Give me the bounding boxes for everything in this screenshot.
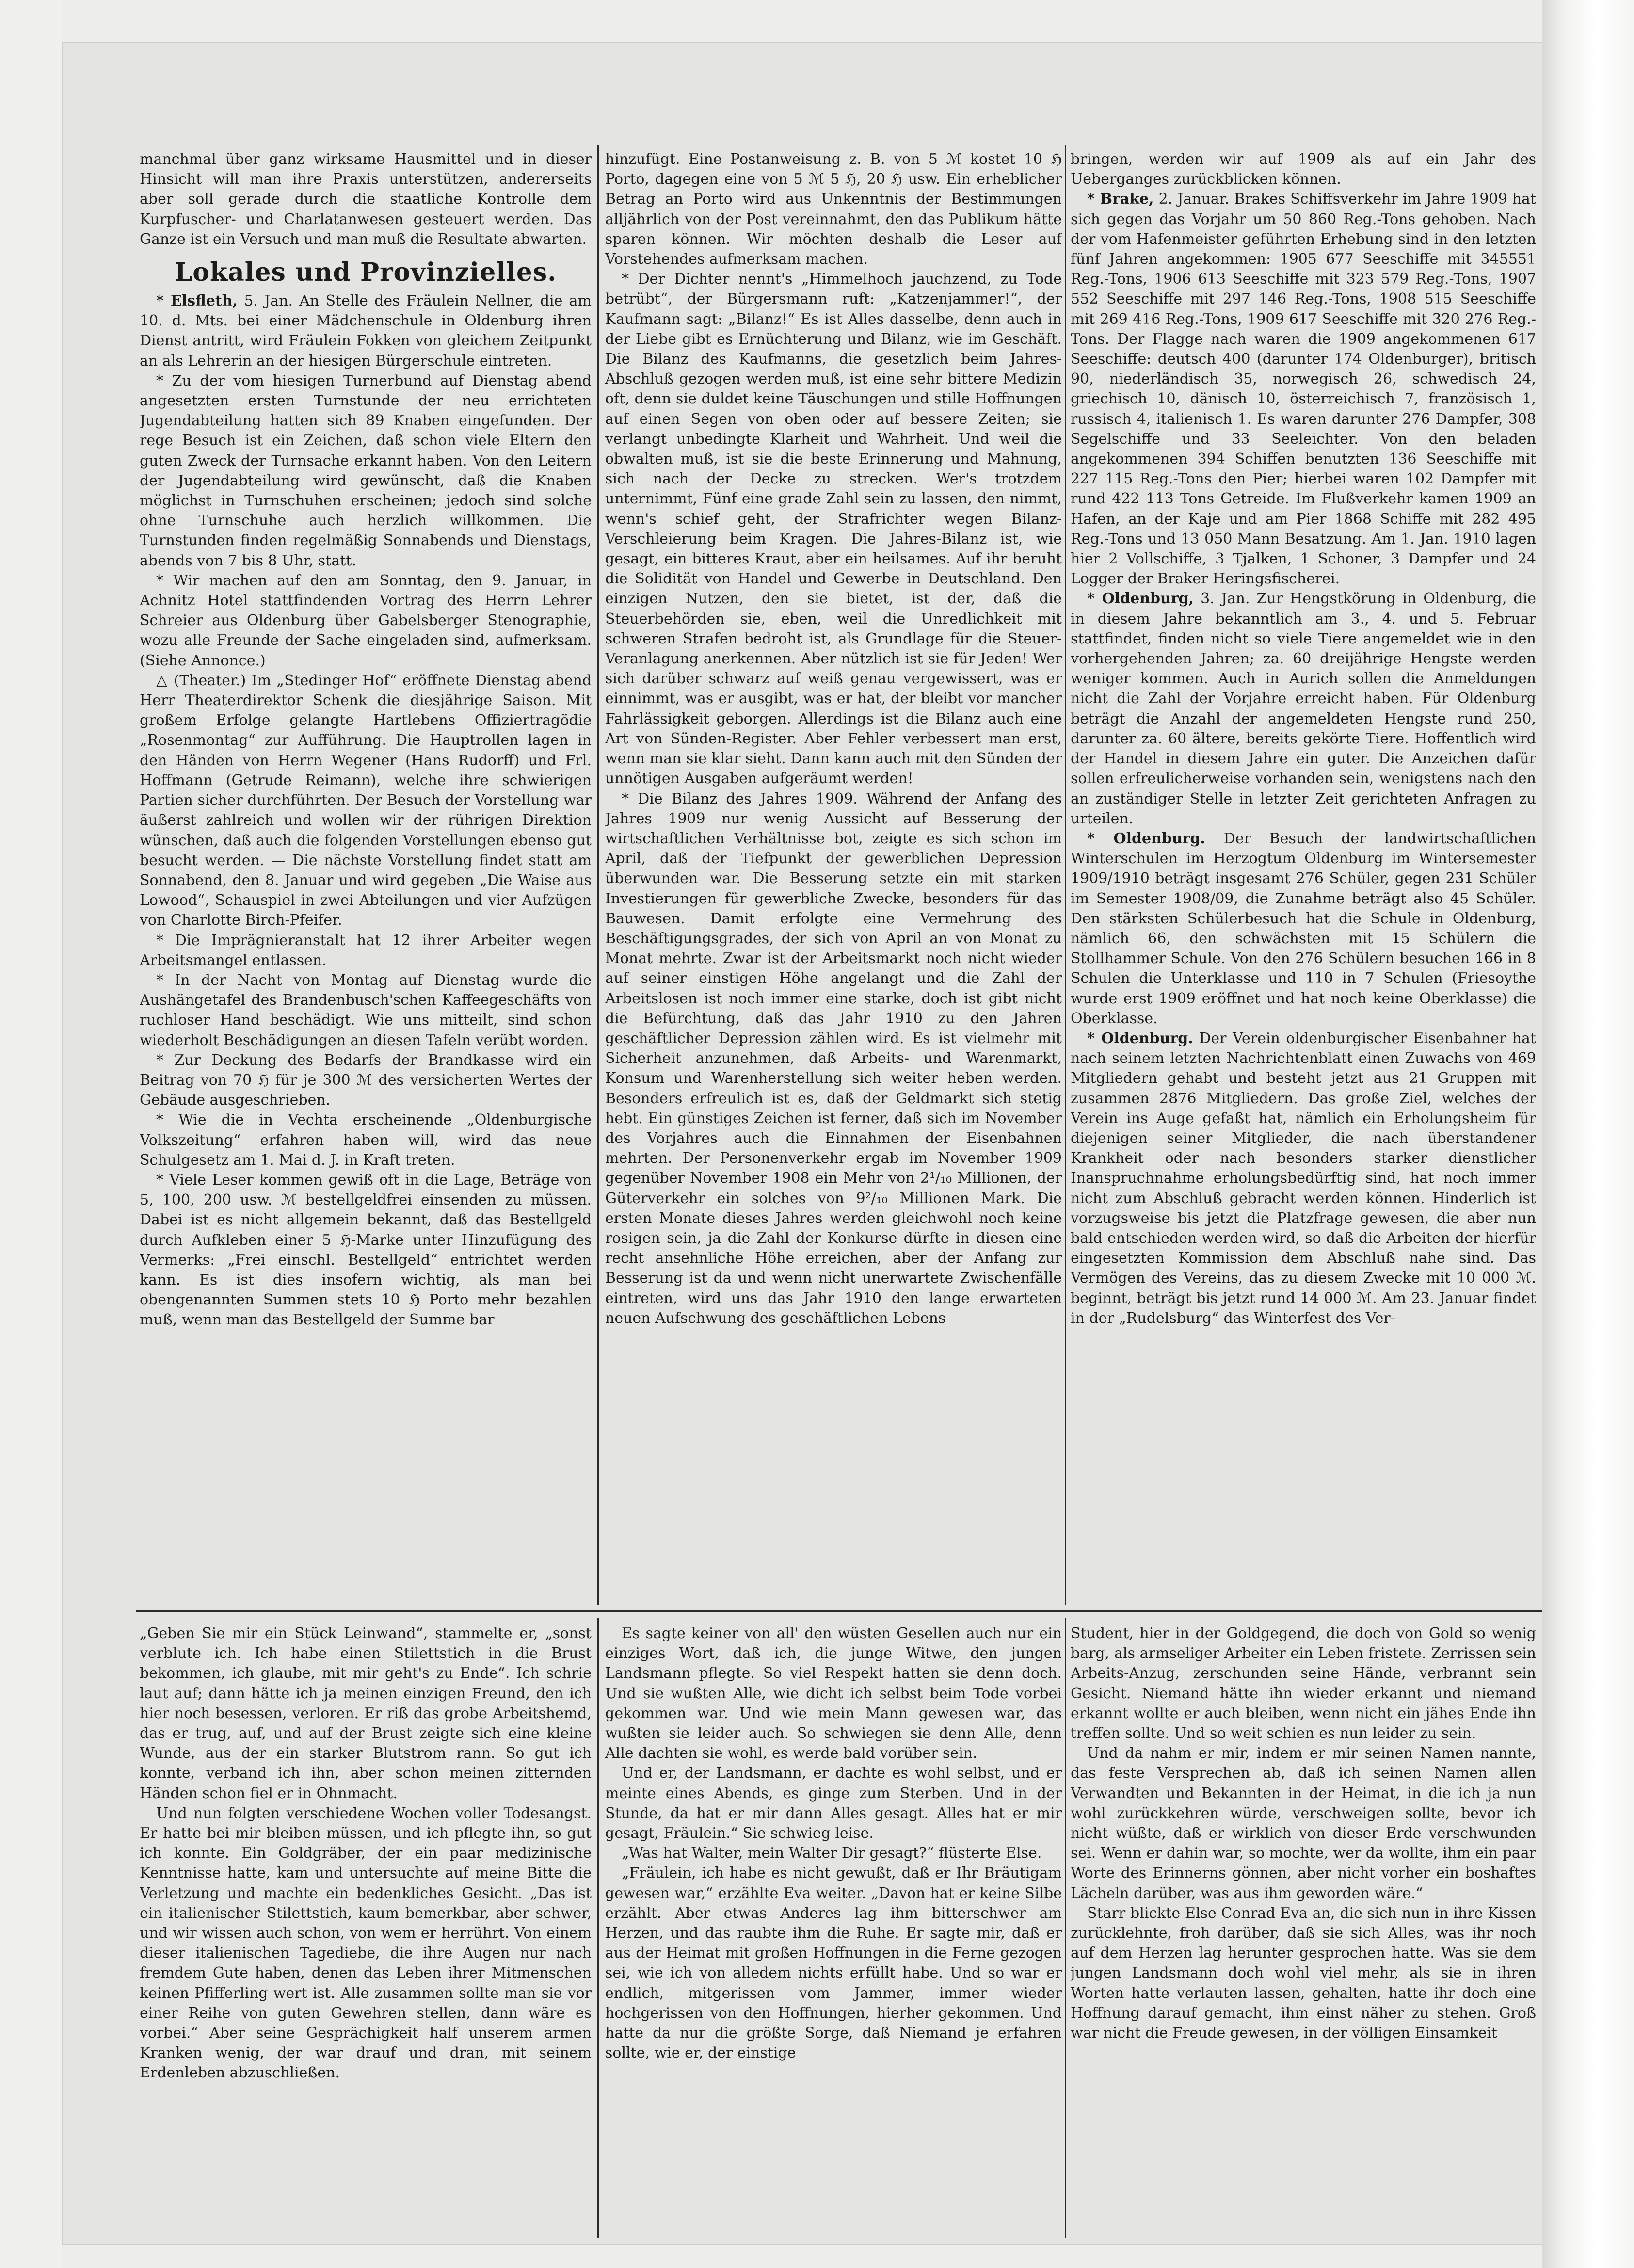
paragraph-text: „Was hat Walter, mein Walter Dir gesagt?“ flüsterte Else. [622, 1845, 1042, 1862]
dateline: * Oldenburg, [1087, 590, 1194, 608]
article-paragraph [140, 970, 592, 1050]
paragraph-text: * Die Bilanz des Jahres 1909. Während der Anfang des Jahres 1909 nur wenig Aussicht auf Besserung der wirtschaftlichen Verhältnisse bot, zeigte es sich schon im April, daß der Tiefpunkt der gewerblichen Depression überwunden war. Die Besserung setzte ein mit starken Investierungen für gewerbliche Zwecke, besonders für das Bauwesen. Damit erfolgte eine Vermehrung des Beschäftigungsgrades, der sich von April an von Monat zu Monat mehrte. Zwar ist der Arbeitsmarkt noch nicht wieder auf seiner einstigen Höhe angelangt und die Zahl der Arbeitslosen ist noch immer eine starke, doch ist gibt nicht die Befürchtung, daß das Jahr 1910 zu den Jahren geschäftlicher Depression zählen wird. Es ist vielmehr mit Sicherheit anzunehmen, daß Arbeits- und Warenmarkt, Konsum und Warenherstellung sich weiter heben werden. Besonders erfreulich ist es, daß der Geldmarkt sich stetig hebt. Ein günstiges Zeichen ist ferner, daß sich im November des Vorjahres auch die Einnahmen der Eisenbahnen mehrten. Der Personenverkehr ergab im November 1909 gegenüber November 1908 ein Mehr von 2¹/₁₀ Millionen, der Güterverkehr ein solches von 9²/₁₀ Millionen Mark. Die ersten Monate dieses Jahres werden gleichwohl noch keine rosigen sein, ja die Zahl der Konkurse dürfte in diesen eine recht ansehnliche Höhe erreichen, aber der Anfang zur Besserung ist da und wenn nicht unerwartete Zwischenfälle eintreten, wird uns das Jahr 1910 den lange erwarteten neuen Aufschwung des geschäftlichen Lebens [605, 790, 1062, 1327]
article-paragraph [605, 789, 1062, 1328]
column-divider [1065, 145, 1066, 1605]
paragraph-text: * Wie die in Vechta erscheinende „Oldenburgische Volkszeitung“ erfahren haben will, wird das neue Schulgesetz am 1. Mai d. J. in Kraft treten. [140, 1111, 592, 1169]
dateline: * Oldenburg. [1087, 830, 1205, 847]
article-paragraph [1071, 1029, 1536, 1328]
paragraph-text: hinzufügt. Eine Postanweisung z. B. von 5 ℳ kostet 10 ℌ Porto, dagegen eine von 5 ℳ 5 ℌ, 20 ℌ usw. Ein erheblicher Betrag an Porto wird aus Unkenntnis der Bestimmungen alljährlich von der Post vereinnahmt, den das Publikum hätte sparen können. Wir möchten deshalb die Leser auf Vorstehendes aufmerksam machen. [605, 151, 1062, 268]
article-paragraph [605, 1624, 1062, 1763]
feuilleton-column-2 [605, 1624, 1062, 2230]
paragraph-text: Student, hier in der Goldgegend, die doch von Gold so wenig barg, als armseliger Arbeiter ein Leben fristete. Zerrissen sein Arbeits-Anzug, zerschunden seine Hände, verbrannt sein Gesicht. Niemand hätte ihn wieder erkannt und niemand erkannt wollte er auch bleiben, wenn nicht ein jähes Ende ihn treffen sollte. Und so weit schien es nun leider zu sein. [1071, 1625, 1536, 1742]
paragraph-text: Der Verein oldenburgischer Eisenbahner hat nach seinem letzten Nachrichtenblatt einen Zuwachs von 469 Mitgliedern gehabt und besteht jetzt aus 21 Gruppen mit zusammen 2876 Mitgliedern. Das große Ziel, welches der Verein ins Auge gefaßt hat, nämlich ein Erholungsheim für diejenigen seiner Mitglieder, die nach überstandener Krankheit oder nach besonders starker dienstlicher Inanspruchnahme erholungsbedürftig sind, hat noch immer nicht zum Abschluß gebracht werden können. Hinderlich ist vorzugsweise bis jetzt die Platzfrage gewesen, die aber nun bald entschieden werden wird, so daß die Arbeiten der hierfür eingesetzten Kommission dem Abschluß nahe sind. Das Vermögen des Vereins, das zu diesem Zwecke mit 10 000 ℳ. beginnt, beträgt bis jetzt rund 14 000 ℳ. Am 23. Januar findet in der „Rudelsburg“ das Winterfest des Ver- [1071, 1029, 1536, 1327]
dateline: * Brake, [1087, 191, 1154, 208]
article-paragraph [140, 571, 592, 671]
paragraph-text: Und da nahm er mir, indem er mir seinen Namen nannte, das feste Versprechen ab, daß ich seinen Namen allen Verwandten und Bekannten in der Heimat, in die ich ja nun wohl zurückkehren würde, verschweigen sollte, bevor ich nicht wüßte, daß er wirklich von dieser Erde verschwunden sei. Wenn er dahin war, so mochte, wer da wollte, ihm ein paar Worte des Erinnerns gönnen, aber nicht vorher ein boshaftes Lächeln darüber, was aus ihm geworden wäre.“ [1071, 1745, 1536, 1902]
next-page-edge [1542, 0, 1634, 2268]
dateline: * Oldenburg. [1087, 1029, 1193, 1047]
column-divider [597, 145, 599, 1605]
paragraph-text: Es sagte keiner von all' den wüsten Gesellen auch nur ein einziges Wort, daß ich, die junge Witwe, den jungen Landsmann pflegte. So viel Respekt hatten sie denn doch. Und sie wußten Alle, wie dicht ich selbst beim Tode vorbei gekommen war. Und wie mein Mann gewesen war, das wußten sie leider auch. So schwiegen sie denn Alle, denn Alle dachten sie wohl, es werde bald vorüber sein. [605, 1625, 1062, 1762]
paragraph-text: * Zu der vom hiesigen Turnerbund auf Dienstag abend angesetzten ersten Turnstunde der neu errichteten Jugendabteilung hatten sich 89 Knaben eingefunden. Der rege Besuch ist ein Zeichen, daß schon viele Eltern den guten Zweck der Turnsache erkannt haben. Von den Leitern der Jugendabteilung wird gewünscht, daß die Knaben möglichst in Turnschuhen erscheinen; jedoch sind solche ohne Turnschuhe auch herzlich willkommen. Die Turnstunden finden regelmäßig Sonnabends und Dienstags, abends von 7 bis 8 Uhr, statt. [140, 372, 592, 569]
article-paragraph [605, 1863, 1062, 2063]
article-paragraph [140, 671, 592, 931]
article-paragraph [140, 291, 592, 371]
paragraph-text: Der Besuch der landwirtschaftlichen Winterschulen im Herzogtum Oldenburg im Wintersemester 1909/1910 beträgt insgesamt 276 Schüler, gegen 231 Schüler im Semester 1908/09, die Zunahme beträgt also 45 Schüler. Den stärksten Schülerbesuch hat die Schule in Oldenburg, nämlich 66, den schwächsten mit 15 Schülern die Stollhammer Schule. Von den 276 Schülern besuchen 166 in 8 Schulen die Unterklasse und 110 in 7 Schulen (Friesoythe wurde erst 1909 eröffnet und hat noch keine Oberklasse) die Oberklasse. [1071, 830, 1536, 1027]
top-column-3 [1071, 149, 1536, 1599]
article-paragraph [1071, 1903, 1536, 2043]
column-divider [597, 1618, 599, 2238]
paragraph-text: 5. Jan. An Stelle des Fräulein Nellner, die am 10. d. Mts. bei einer Mädchenschule in Oldenburg ihren Dienst antritt, wird Fräulein Fokken von gleichem Zeitpunkt an als Lehrerin an der hiesigen Bürgerschule eintreten. [140, 292, 592, 370]
article-paragraph [140, 1170, 592, 1330]
paragraph-text: 3. Jan. Zur Hengstkörung in Oldenburg, die in diesem Jahre bekanntlich am 3., 4. und 5. Februar stattfindet, finden nicht so viele Tiere angemeldet wie in den vorhergehenden Jahren; za. 60 dreijährige Hengste werden weniger kommen. Auch in Aurich sollen die Anmeldungen nicht die Zahl der Vorjahre erreicht haben. Für Oldenburg beträgt die Anzahl der angemeldeten Hengste rund 250, darunter za. 60 ältere, bereits gekörte Tiere. Hoffentlich wird der Handel in diesem Jahre ein guter. Die Anzeichen dafür sollen erfreulicherweise vorhanden sein, wenigstens nach den an zuständiger Stelle in letzter Zeit gerichteten Anfragen zu urteilen. [1071, 590, 1536, 827]
article-paragraph [1071, 829, 1536, 1029]
article-paragraph [605, 149, 1062, 269]
paragraph-text: * Die Imprägnieranstalt hat 12 ihrer Arbeiter wegen Arbeitsmangel entlassen. [140, 932, 592, 969]
feuilleton-column-3 [1071, 1624, 1536, 2230]
dateline: * Elsfleth, [156, 292, 238, 310]
paragraph-text: „Geben Sie mir ein Stück Leinwand“, stammelte er, „sonst verblute ich. Ich habe einen Stilettstich in die Brust bekommen, ich glaube, mit mir geht's zu Ende“. Ich schrie laut auf; dann hätte ich ja meinen einzigen Freund, den ich hier noch besessen, verloren. Er riß das grobe Arbeitshemd, das er trug, auf, und auf der Brust zeigte sich eine kleine Wunde, aus der ein starker Blutstrom rann. So gut ich konnte, verband ich ihn, aber schon meinen zitternden Händen schon fiel er in Ohnmacht. [140, 1625, 592, 1802]
top-column-2 [605, 149, 1062, 1599]
section-title: Lokales und Provinzielles. [174, 257, 557, 288]
article-paragraph [140, 1050, 592, 1110]
paragraph-text: manchmal über ganz wirksame Hausmittel und in dieser Hinsicht will man ihre Praxis unterstützen, andererseits aber soll gerade durch die staatliche Kontrolle dem Kurpfuscher- und Charlatanwesen gesteuert werden. Das Ganze ist ein Versuch und man muß die Resultate abwarten. [140, 151, 592, 248]
paragraph-text: * Der Dichter nennt's „Himmelhoch jauchzend, zu Tode betrübt“, der Bürgersmann ruft: „Katzenjammer!“, der Kaufmann sagt: „Bilanz!“ Es ist Alles dasselbe, denn auch in der Liebe gibt es Ernüchterung und Bilanz, wie im Geschäft. Die Bilanz des Kaufmanns, die gesetzlich beim Jahres-Abschluß gezogen werden muß, ist eine sehr bittere Medizin oft, denn sie duldet keine Täuschungen und stille Hoffnungen auf einen Segen von oben oder auf bessere Zeiten; sie verlangt unbedingte Klarheit und Wahrheit. Und weil die obwalten muß, ist sie die beste Erinnerung und Mahnung, sich nach der Decke zu strecken. Wer's trotzdem unternimmt, Fünf eine grade Zahl sein zu lassen, den nimmt, wenn's schief geht, der Strafrichter wegen Bilanz-Verschleierung beim Kragen. Die Jahres-Bilanz ist, wie gesagt, ein bitteres Kraut, aber ein heilsames. Auf ihr beruht die Solidität von Handel und Gewerbe in Deutschland. Den einzigen Nutzen, den sie bietet, ist der, daß die Steuerbehörden sie, eben, weil die Unredlichkeit mit schweren Strafen bedroht ist, als Grundlage für die Steuer-Veranlagung anerkennen. Aber nützlich ist sie für Jeden! Wer sich darüber schwarz auf weiß genau vergewissert, was er einnimmt, was er ausgibt, was er hat, der bleibt vor mancher Fahrlässigkeit geborgen. Allerdings ist die Bilanz auch eine Art von Sünden-Register. Aber Fehler verbessert man erst, wenn man sie klar sieht. Dann kann auch mit den Sünden der unnötigen Ausgaben aufgeräumt werden! [605, 271, 1062, 788]
paragraph-text: △ (Theater.) Im „Stedinger Hof“ eröffnete Dienstag abend Herr Theaterdirektor Schenk die diesjährige Saison. Mit großem Erfolge gelangte Hartlebens Offiziertragödie „Rosenmontag“ zur Aufführung. Die Hauptrollen lagen in den Händen von Herrn Wegener (Hans Rudorff) und Frl. Hoffmann (Getrude Reimann), welche ihre schwierigen Partien sicher durchführten. Der Besuch der Vorstellung war äußerst zahlreich und wollen wir der rührigen Direktion wünschen, daß auch die folgenden Vorstellungen ebenso gut besucht werden. — Die nächste Vorstellung findet statt am Sonnabend, den 8. Januar und wird gegeben „Die Waise aus Lowood“, Schauspiel in zwei Abteilungen und vier Aufzügen von Charlotte Birch-Pfeifer. [140, 672, 592, 929]
article-paragraph [605, 1763, 1062, 1843]
feuilleton-divider [136, 1610, 1542, 1612]
paragraph-text: * Wir machen auf den am Sonntag, den 9. Januar, in Achnitz Hotel stattfindenden Vortrag des Herrn Lehrer Schreier aus Oldenburg über Gabelsberger Stenographie, wozu alle Freunde der Sache eingeladen sind, aufmerksam. (Siehe Annonce.) [140, 572, 592, 669]
article-paragraph [140, 1110, 592, 1170]
paragraph-text: bringen, werden wir auf 1909 als auf ein Jahr des Ueberganges zurückblicken können. [1071, 151, 1536, 188]
article-paragraph [1071, 589, 1536, 828]
column-divider [1065, 1618, 1066, 2238]
paragraph-text: * In der Nacht von Montag auf Dienstag wurde die Aushängetafel des Brandenbusch'schen Kaffeegeschäfts von ruchloser Hand beschädigt. Wie uns mitteilt, sind schon wiederholt Beschädigungen an diesen Tafeln verübt worden. [140, 971, 592, 1049]
paragraph-text: Starr blickte Else Conrad Eva an, die sich nun in ihre Kissen zurücklehnte, froh darüber, daß sie sich Alles, was ihr noch auf dem Herzen lag herunter gesprochen hatte. Was sie dem jungen Landsmann doch wohl viel mehr, als sie in ihren Worten hatte verlauten lassen, gehalten, hatte ihr doch eine Hoffnung darauf gemacht, ihm einst näher zu stehen. Groß war nicht die Freude gewesen, in der völligen Einsamkeit [1071, 1904, 1536, 2042]
article-paragraph [1071, 1624, 1536, 1743]
feuilleton-column-1 [140, 1624, 592, 2230]
paragraph-text: * Viele Leser kommen gewiß oft in die Lage, Beträge von 5, 100, 200 usw. ℳ bestellgeldfrei einsenden zu müssen. Dabei ist es nicht allgemein bekannt, daß das Bestellgeld durch Aufkleben einer 5 ℌ-Marke unter Hinzufügung des Vermerks: „Frei einschl. Bestellgeld“ entrichtet werden kann. Es ist dies insofern wichtig, als man bei obengenannten Summen stets 10 ℌ Porto mehr bezahlen muß, wenn man das Bestellgeld der Summe bar [140, 1171, 592, 1329]
article-paragraph [140, 1624, 592, 1803]
article-paragraph [605, 269, 1062, 788]
article-paragraph [1071, 149, 1536, 189]
paragraph-text: * Zur Deckung des Bedarfs der Brandkasse wird ein Beitrag von 70 ℌ für je 300 ℳ des versicherten Wertes der Gebäude ausgeschrieben. [140, 1051, 592, 1109]
article-paragraph [140, 371, 592, 571]
article-paragraph [605, 1843, 1062, 1863]
paragraph-text: 2. Januar. Brakes Schiffsverkehr im Jahre 1909 hat sich gegen das Vorjahr um 50 860 Reg.-Tons gehoben. Nach der vom Hafenmeister geführten Erhebung sind in den letzten fünf Jahren angekommen: 1905 677 Seeschiffe mit 345551 Reg.-Tons, 1906 613 Seeschiffe mit 323 579 Reg.-Tons, 1907 552 Seeschiffe mit 297 146 Reg.-Tons, 1908 515 Seeschiffe mit 269 416 Reg.-Tons, 1909 617 Seeschiffe mit 320 276 Reg.-Tons. Der Flagge nach waren die 1909 angekommenen 617 Seeschiffe: deutsch 400 (darunter 174 Oldenburger), britisch 90, niederländisch 35, norwegisch 26, schwedisch 24, griechisch 10, dänisch 10, österreichisch 7, französisch 1, russisch 4, italienisch 1. Es waren darunter 276 Dampfer, 308 Segelschiffe und 33 Seeleichter. Von den beladen angekommenen 394 Schiffen benutzten 136 Seeschiffe mit 227 115 Reg.-Tons den Pier; hierbei waren 102 Dampfer mit rund 422 113 Tons Getreide. Im Flußverkehr kamen 1909 an Hafen, an der Kaje und am Pier 1868 Schiffe mit 282 495 Reg.-Tons und 13 050 Mann Besatzung. Am 1. Jan. 1910 lagen hier 2 Vollschiffe, 3 Tjalken, 1 Schoner, 3 Dampfer und 24 Logger der Braker Heringsfischerei. [1071, 191, 1536, 588]
paragraph-text: „Fräulein, ich habe es nicht gewußt, daß er Ihr Bräutigam gewesen war,“ erzählte Eva weiter. „Davon hat er keine Silbe erzählt. Aber etwas Anderes lag ihm bitterschwer am Herzen, und das raubte ihm die Ruhe. Er sagte mir, daß er aus der Heimat mit großen Hoffnungen in die Ferne gezogen sei, wie ich von alledem nichts erfüllt habe. Und so war er endlich, mitgerissen vom Jammer, immer wieder hochgerissen von den Hoffnungen, hierher gekommen. Und hatte da nur die größte Sorge, daß Niemand je erfahren sollte, wie er, der einstige [605, 1865, 1062, 2062]
binding-margin [0, 0, 62, 2268]
article-paragraph [140, 1803, 592, 2083]
top-column-1 [140, 149, 592, 1599]
article-paragraph [140, 149, 592, 249]
article-paragraph [1071, 189, 1536, 589]
article-paragraph [140, 931, 592, 970]
paragraph-text: Und er, der Landsmann, er dachte es wohl selbst, und er meinte eines Abends, es ginge zum Sterben. Und in der Stunde, da hat er mir dann Alles gesagt. Alles hat er mir gesagt, Fräulein.“ Sie schwieg leise. [605, 1765, 1062, 1842]
article-paragraph [1071, 1743, 1536, 1903]
paragraph-text: Und nun folgten verschiedene Wochen voller Todesangst. Er hatte bei mir bleiben müssen, und ich pflegte ihn, so gut ich konnte. Ein Goldgräber, der ein paar medizinische Kenntnisse hatte, kam und untersuchte auf meine Bitte die Verletzung und machte ein bedenkliches Gesicht. „Das ist ein italienischer Stilettstich, kaum bemerkbar, aber schwer, und wir wissen auch schon, von wem er herrührt. Von einem dieser italienischen Tagediebe, die ihre Augen nur nach fremdem Gute haben, denen das Leben ihrer Mitmenschen keinen Pfifferling wert ist. Alle zusammen sollte man sie vor einer Reihe von guten Gewehren stellen, dann wäre es vorbei.“ Aber seine Gesprächigkeit half unserem armen Kranken wenig, der war drauf und dran, mit seinem Erdenleben abzuschließen. [140, 1804, 592, 2082]
